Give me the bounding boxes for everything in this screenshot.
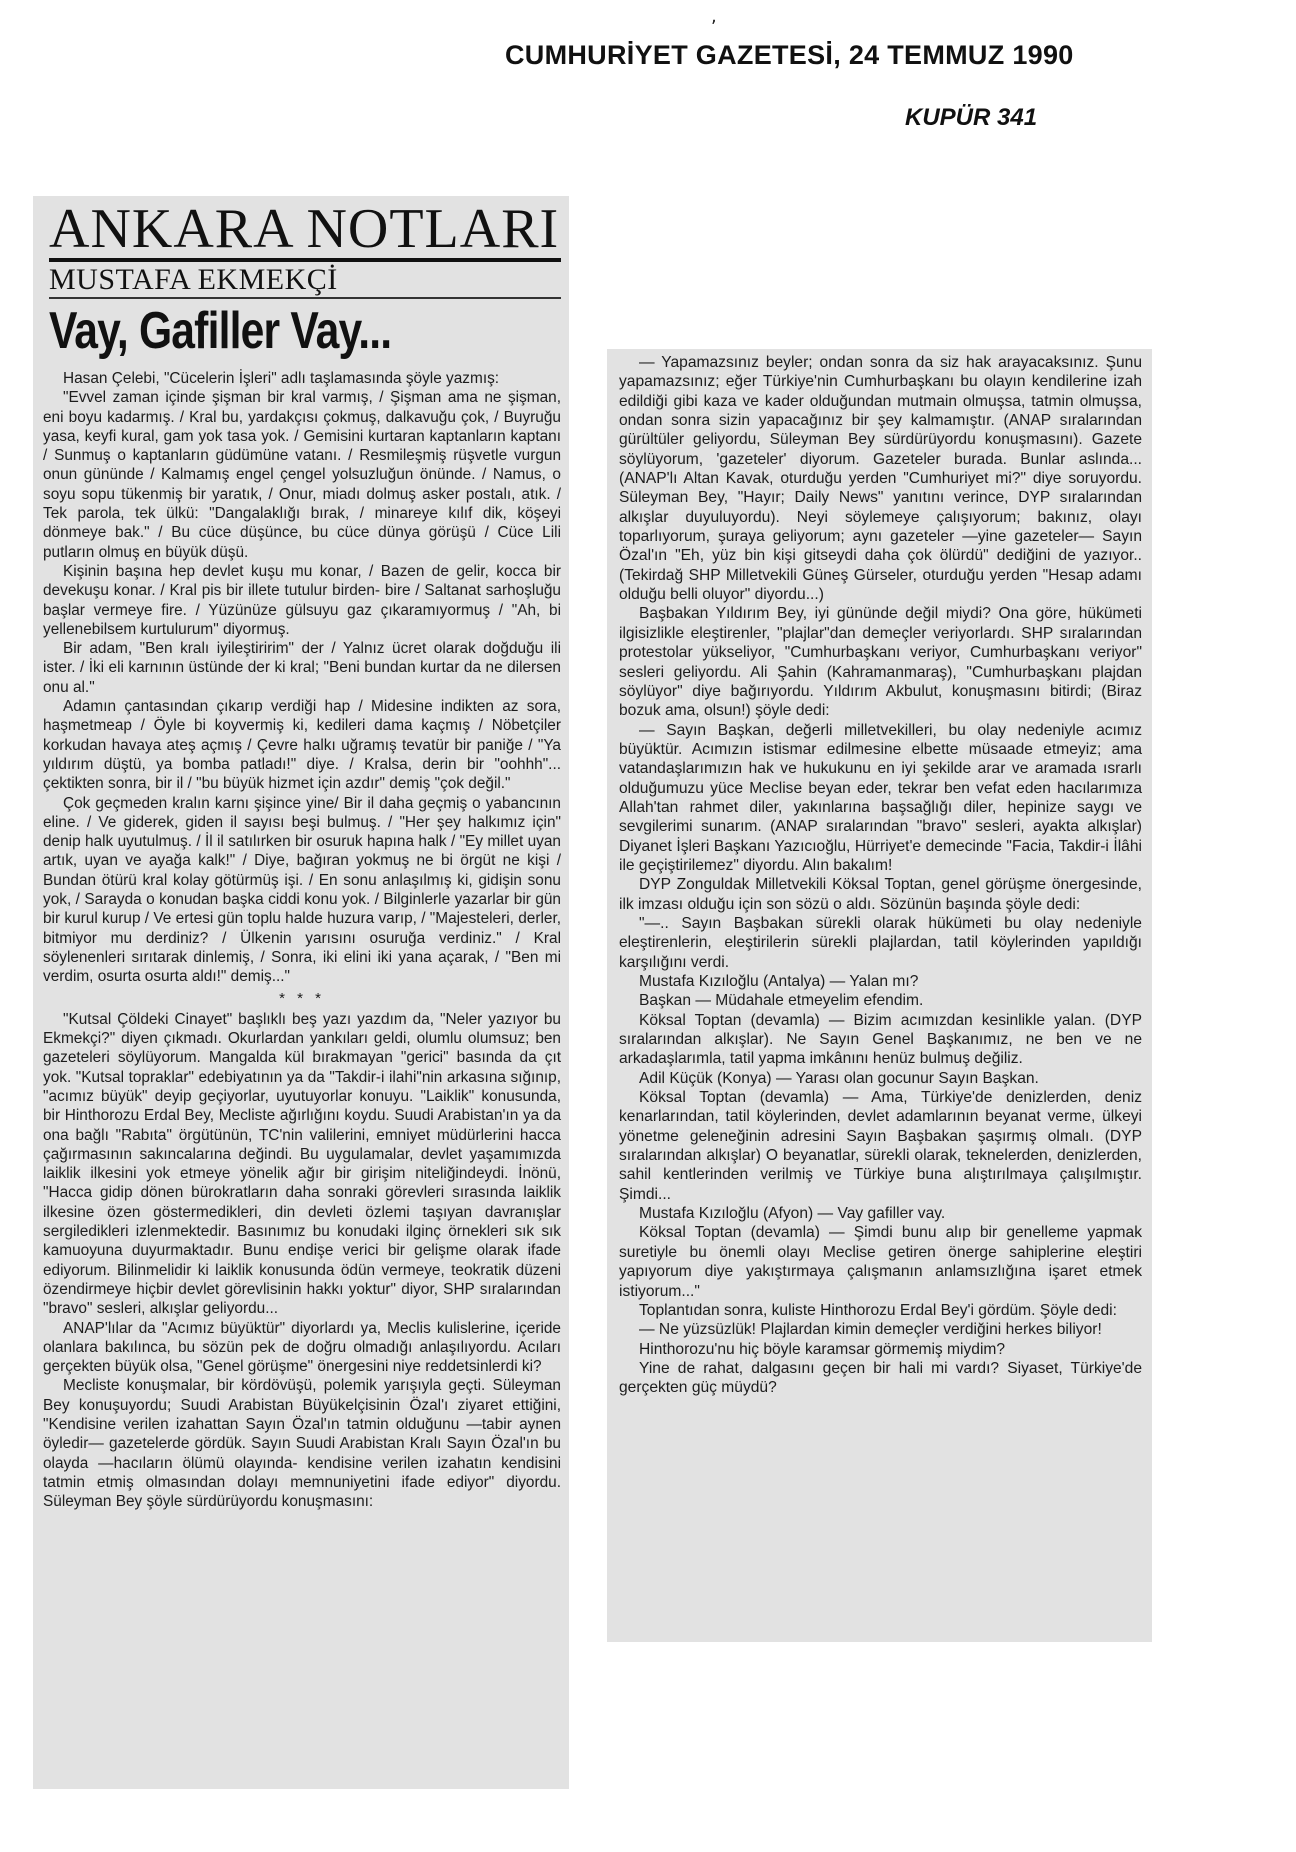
paragraph: Mustafa Kızıloğlu (Antalya) — Yalan mı? <box>639 973 919 990</box>
paragraph: "—.. Sayın Başbakan sürekli olarak hükümeti bu olay nedeniyle eleştirenlerin, eleştirilerin sürekli plajlardan, tatil köylerinden yapıldığı karşılığını verdi. <box>619 914 1142 971</box>
paragraph: Köksal Toptan (devamla) — Şimdi bunu alıp bir genelleme yapmak suretiyle bu önemli olayı Meclise getiren önerge sahiplerine eleştiri yapıyorum diye yakıştırmaya çalışmanın anlamsızlığına işaret etmek istiyorum..." <box>619 1224 1142 1300</box>
paragraph: Kişinin başına hep devlet kuşu mu konar, / Bazen de gelir, kocca bir devekuşu konar. / Kral pis bir illete tutulur birden- bire / Saltanat sarhoşluğu başlar vermeye fire. / Yüzünüze gülsuyu gaz çıkaramıyormuş / "Ah, bi yellenebilsem kurtulurum" diyormuş. <box>43 562 561 638</box>
paragraph: Köksal Toptan (devamla) — Ama, Türkiye'de denizlerden, deniz kenarlarından, tatil köylerinden, devlet adamlarının beyanat verme, ülkeyi yönetme geleneğinin adresini Sayın Başbakan şaşırmış olmalı. (DYP sıralarından alkışlar) O beyanatlar, sürekli olarak, teknelerden, denizlerden, sahil kentlerinden verilmiş ve Türkiye buna alıştırılmaya çalışılmıştır. Şimdi... <box>619 1089 1142 1203</box>
paragraph: Adil Küçük (Konya) — Yarası olan gocunur Sayın Başkan. <box>639 1069 1039 1087</box>
paragraph: Mecliste konuşmalar, bir kördövüşü, polemik yarışıyla geçti. Süleyman Bey konuşuyordu; Suudi Arabistan Büyükelçisinin Özal'ı ziyaret ettiğini, "Kendisine verilen izahattan Sayın Özal'ın tatmin olduğunu —tabir aynen öyledir— gazetelerde gördük. Sayın Suudi Arabistan Kralı Sayın Özal'ın bu olayda —hacıların ölümü olayında- kendisine verilen izahatın kendisini tatmin etmiş olmasından dolayı memnuniyetini ifade ediyor" diyordu. Süleyman Bey şöyle sürdürüyordu konuşmasını: <box>43 1377 561 1511</box>
column-title: ANKARA NOTLARI <box>49 198 560 260</box>
clipping-number: KUPÜR 341 <box>905 104 1038 131</box>
paragraph: DYP Zonguldak Milletvekili Köksal Toptan, genel görüşme önergesinde, ilk imzası olduğu için son sözü o aldı. Sözünün başında şöyle dedi: <box>619 876 1142 913</box>
paragraph: Başkan — Müdahale etmeyelim efendim. <box>639 992 924 1010</box>
paragraph: Hinthorozu'nu hiç böyle karamsar görmemiş miydim? <box>639 1340 1006 1358</box>
paragraph: — Ne yüzsüzlük! Plajlardan kimin demeçler verdiğini herkes biliyor! <box>639 1321 1102 1339</box>
paragraph: Toplantıdan sonra, kuliste Hinthorozu Erdal Bey'i gördüm. Şöyle dedi: <box>639 1301 1117 1319</box>
corner-mark: , <box>711 6 717 27</box>
article-headline: Vay, Gafiller Vay... <box>49 302 392 360</box>
paragraph: Köksal Toptan (devamla) — Bizim acımızdan kesinlikle yalan. (DYP sıralarından alkışlar). Ne Sayın Genel Başkanımız, ne ben ve ne arkadaşlarımla, tatil yapma imkânını henüz bulmuş değiliz. <box>619 1011 1142 1068</box>
paragraph: Çok geçmeden kralın karnı şişince yine/ Bir il daha geçmiş o yabancının eline. / Ve giderek, giden il sayısı beşi bulmuş. / "Her şey halkımız için" denip halk uyutulmuş. / İl il satılırken bir osuruk hapına halk / "Ey millet uyan artık, uyan ve ayağa kalk!" / Diye, bağıran yokmuş ne bi örgüt ne kişi / Bundan ötürü kral kolay götürmüş işi. / En sonu anlaşılmış ki, gidişin sonu yok, / Sarayda o konudan başka ciddi konu yok. / Bilginlerle yazarlar bir gün bir kurul kurup / Ve ertesi gün toplu halde huzura varıp, / "Majesteleri, derler, bitmiyor mu derdiniz? / Ülkenin yarısını osuruğa verdiniz." / Kral söylenenleri sırıtarak dinlemiş, / Sonra, iki elini iki yana açarak, / "Ben mi verdim, osurta osurta aldı!" demiş..." <box>43 794 561 986</box>
paragraph: Yine de rahat, dalgasını geçen bir hali mi vardı? Siyaset, Türkiye'de gerçekten güç müydü? <box>619 1359 1142 1397</box>
article-clipping-left <box>33 196 569 1789</box>
section-divider: * * * <box>279 989 325 1007</box>
paragraph: ANAP'lılar da "Acımız büyüktür" diyorlardı ya, Meclis kulislerine, içeride olanlara bakılınca, bu sözün pek de doğru olmadığı anlaşılıyordu. Acıları gerçekten büyük olsa, "Genel görüşme" önergesini niye reddetsinlerdi ki? <box>43 1319 561 1376</box>
newspaper-source-date: CUMHURİYET GAZETESİ, 24 TEMMUZ 1990 <box>505 40 1074 70</box>
author-name: MUSTAFA EKMEKÇİ <box>49 264 561 299</box>
paragraph: Başbakan Yıldırım Bey, iyi gününde değil miydi? Ona göre, hükümeti ilgisizlikle eleştirenler, "plajlar"dan demeçler veriyorlardı. SHP sıralarından protestolar yükseliyor, "Cumhurbaşkanı veriyor, Cumhurbaşkanı veriyor" sesleri geliyordu. Ali Şahin (Kahramanmaraş), "Cumhurbaşkanı plajdan söylüyor" diye bağırıyordu. Yıldırım Akbulut, konuşmasını bitirdi; (Biraz bozuk ama, olsun!) şöyle dedi: <box>619 605 1142 720</box>
paragraph: — Yapamazsınız beyler; ondan sonra da siz hak arayacaksınız. Şunu yapamazsınız; eğer Türkiye'nin Cumhurbaşkanı bu olayın kendilerine izah edildiği gibi kaza ve kader olduğundan mutmain olmuşsa, tatmin olmuşsa, ondan sonra sizin yapacağınız bir şey kalmamıştır. (ANAP sıralarından gürültüler geliyordu, Süleyman Bey sürdürüyordu konuşmasını). Gazete söylüyorum, 'gazeteler' diyorum. Gazeteler burada. Bunlar aslında... (ANAP'lı Altan Kavak, oturduğu yerden "Cumhuriyet mi?" diye soruyordu. Süleyman Bey, "Hayır; Daily News" yanıtını verince, DYP sıralarından alkışlar duyuluyordu). Neyi söylemeye çalışıyorum; bakınız, olayı toparlıyorum, şuraya geliyorum; aynı gazeteler —yine gazeteler— Sayın Özal'ın "Eh, yüz bin kişi gitseydi daha çok ölürdü" dediğini de yazıyor.. (Tekirdağ SHP Milletvekili Güneş Gürseler, oturduğu yerden "Hesap adamı olduğu belli oluyor" diyordu...) <box>619 354 1142 604</box>
paragraph: "Kutsal Çöldeki Cinayet" başlıklı beş yazı yazdım da, "Neler yazıyor bu Ekmekçi?" diyen çıkmadı. Okurlardan yankıları geldi, olumlu olumsuz; ben gazeteleri söylüyorum. Mangalda kül bırakmayan "gerici" basında da çıt yok. "Kutsal topraklar" edebiyatının ya da "Takdir-i ilahi"nin arkasına sığınıp, "acımız büyük" deyip geçiyorlar, uyutuyorlar konuyu. "Laiklik" konusunda, bir Hinthorozu Erdal Bey, Mecliste ağırlığını koydu. Suudi Arabistan'ın ya da ona bağlı "Rabıta" örgütünün, TC'nin valilerini, emniyet müdürlerini hacca çağırmasının sakıncalarına değindi. Bu uygulamalar, devlet yaşamımızda laiklik ilkesini yok etmeye yönelik ağır bir girişim niteliğindeydi. İnönü, "Hacca gidip dönen bürokratların daha sonraki görevleri sırasında laiklik ilkesine özen göstermedikleri, din devleti özlemi taşıyan davranışlar sergiledikleri izlenmektedir. Basınımız bu konudaki ilginç örnekleri sık sık kamuoyuna duyurmaktadır. Bunu endişe verici bir gelişme olarak ifade ediyorum. Bilinmelidir ki laiklik konusunda ödün vermeye, teokratik düzeni özendirmeye hiçbir devlet görevlisinin hakkı yoktur" diyor, SHP sıralarından "bravo" sesleri, alkışlar geliyordu... <box>43 1010 561 1318</box>
paragraph: — Sayın Başkan, değerli milletvekilleri, bu olay nedeniyle acımız büyüktür. Acımızın istismar edilmesine elbette müsaade etmeyiz; ama vatandaşlarımızın hak ve hukukunu en iyi şekilde arar ve aramada ısrarlı olduğumuzu yüce Meclise beyan eder, tekrar ben vefat eden hacılarımıza Allah'tan rahmet diler, yakınlarına başsağlığı diler, hepinize saygı ve sevgilerimi sunarım. (ANAP sıralarından "bravo" sesleri, ayakta alkışlar) Diyanet İşleri Başkanı Yazıcıoğlu, Hürriyet'e demecinde "Facia, Takdir-i İlâhi ile geçiştirilemez" diyordu. Alın bakalım! <box>619 721 1142 874</box>
paragraph: Bir adam, "Ben kralı iyileştiririm" der / Yalnız ücret olarak doğduğu ili ister. / İki eli karnının üstünde der ki kral; "Beni bundan kurtar da ne dilersen onu al." <box>43 640 561 696</box>
article-body-right <box>619 353 1142 1398</box>
paragraph: Adamın çantasından çıkarıp verdiği hap / Midesine indikten az sora, haşmetmeap / Öyle bi koyvermiş ki, kedileri dama kaçmış / Nöbetçiler korkudan havaya ateş açmış / Çevre halkı uğramış tevatür bir paniğe / "Ya yıldırım düştü, ya bomba patladı!" diye. / Kralsa, derin bir "oohhh"... çektikten sonra, bir il / "bu büyük hizmet için azdır" demiş "çok değil." <box>43 698 561 793</box>
paragraph: Mustafa Kızıloğlu (Afyon) — Vay gafiller vay. <box>639 1205 946 1223</box>
article-body-left <box>43 369 561 1512</box>
paragraph: Hasan Çelebi, "Cücelerin İşleri" adlı taşlamasında şöyle yazmış: <box>63 370 500 387</box>
paragraph: "Evvel zaman içinde şişman bir kral varmış, / Şişman ama ne şişman, eni boyu kadarmış. / Kral bu, yardakçısı çokmuş, dalkavuğu çok, / Buyruğu yasa, keyfi kural, gam yok tasa yok. / Gemisini kurtaran kaptanların kaptanı / Sunmuş o kaptanların güdümüne vatanı. / Resmileşmiş rüşvetle vurgun onun gününde / Kalmamış engel çengel yolsuzluğun önünde. / Namus, o soyu sopu tükenmiş bir yaratık, / Onur, miadı dolmuş asker postalı, atık. / Tek parola, tek ülkü: "Dangalaklığı bırak, / minareye kılıf dik, köşeyi dönmeye bak." / Bu cüce düşünce, bu cüce dünya görüşü / Cüce Lili putların olmuş en büyük düşü. <box>43 389 561 561</box>
article-clipping-right <box>607 349 1152 1642</box>
